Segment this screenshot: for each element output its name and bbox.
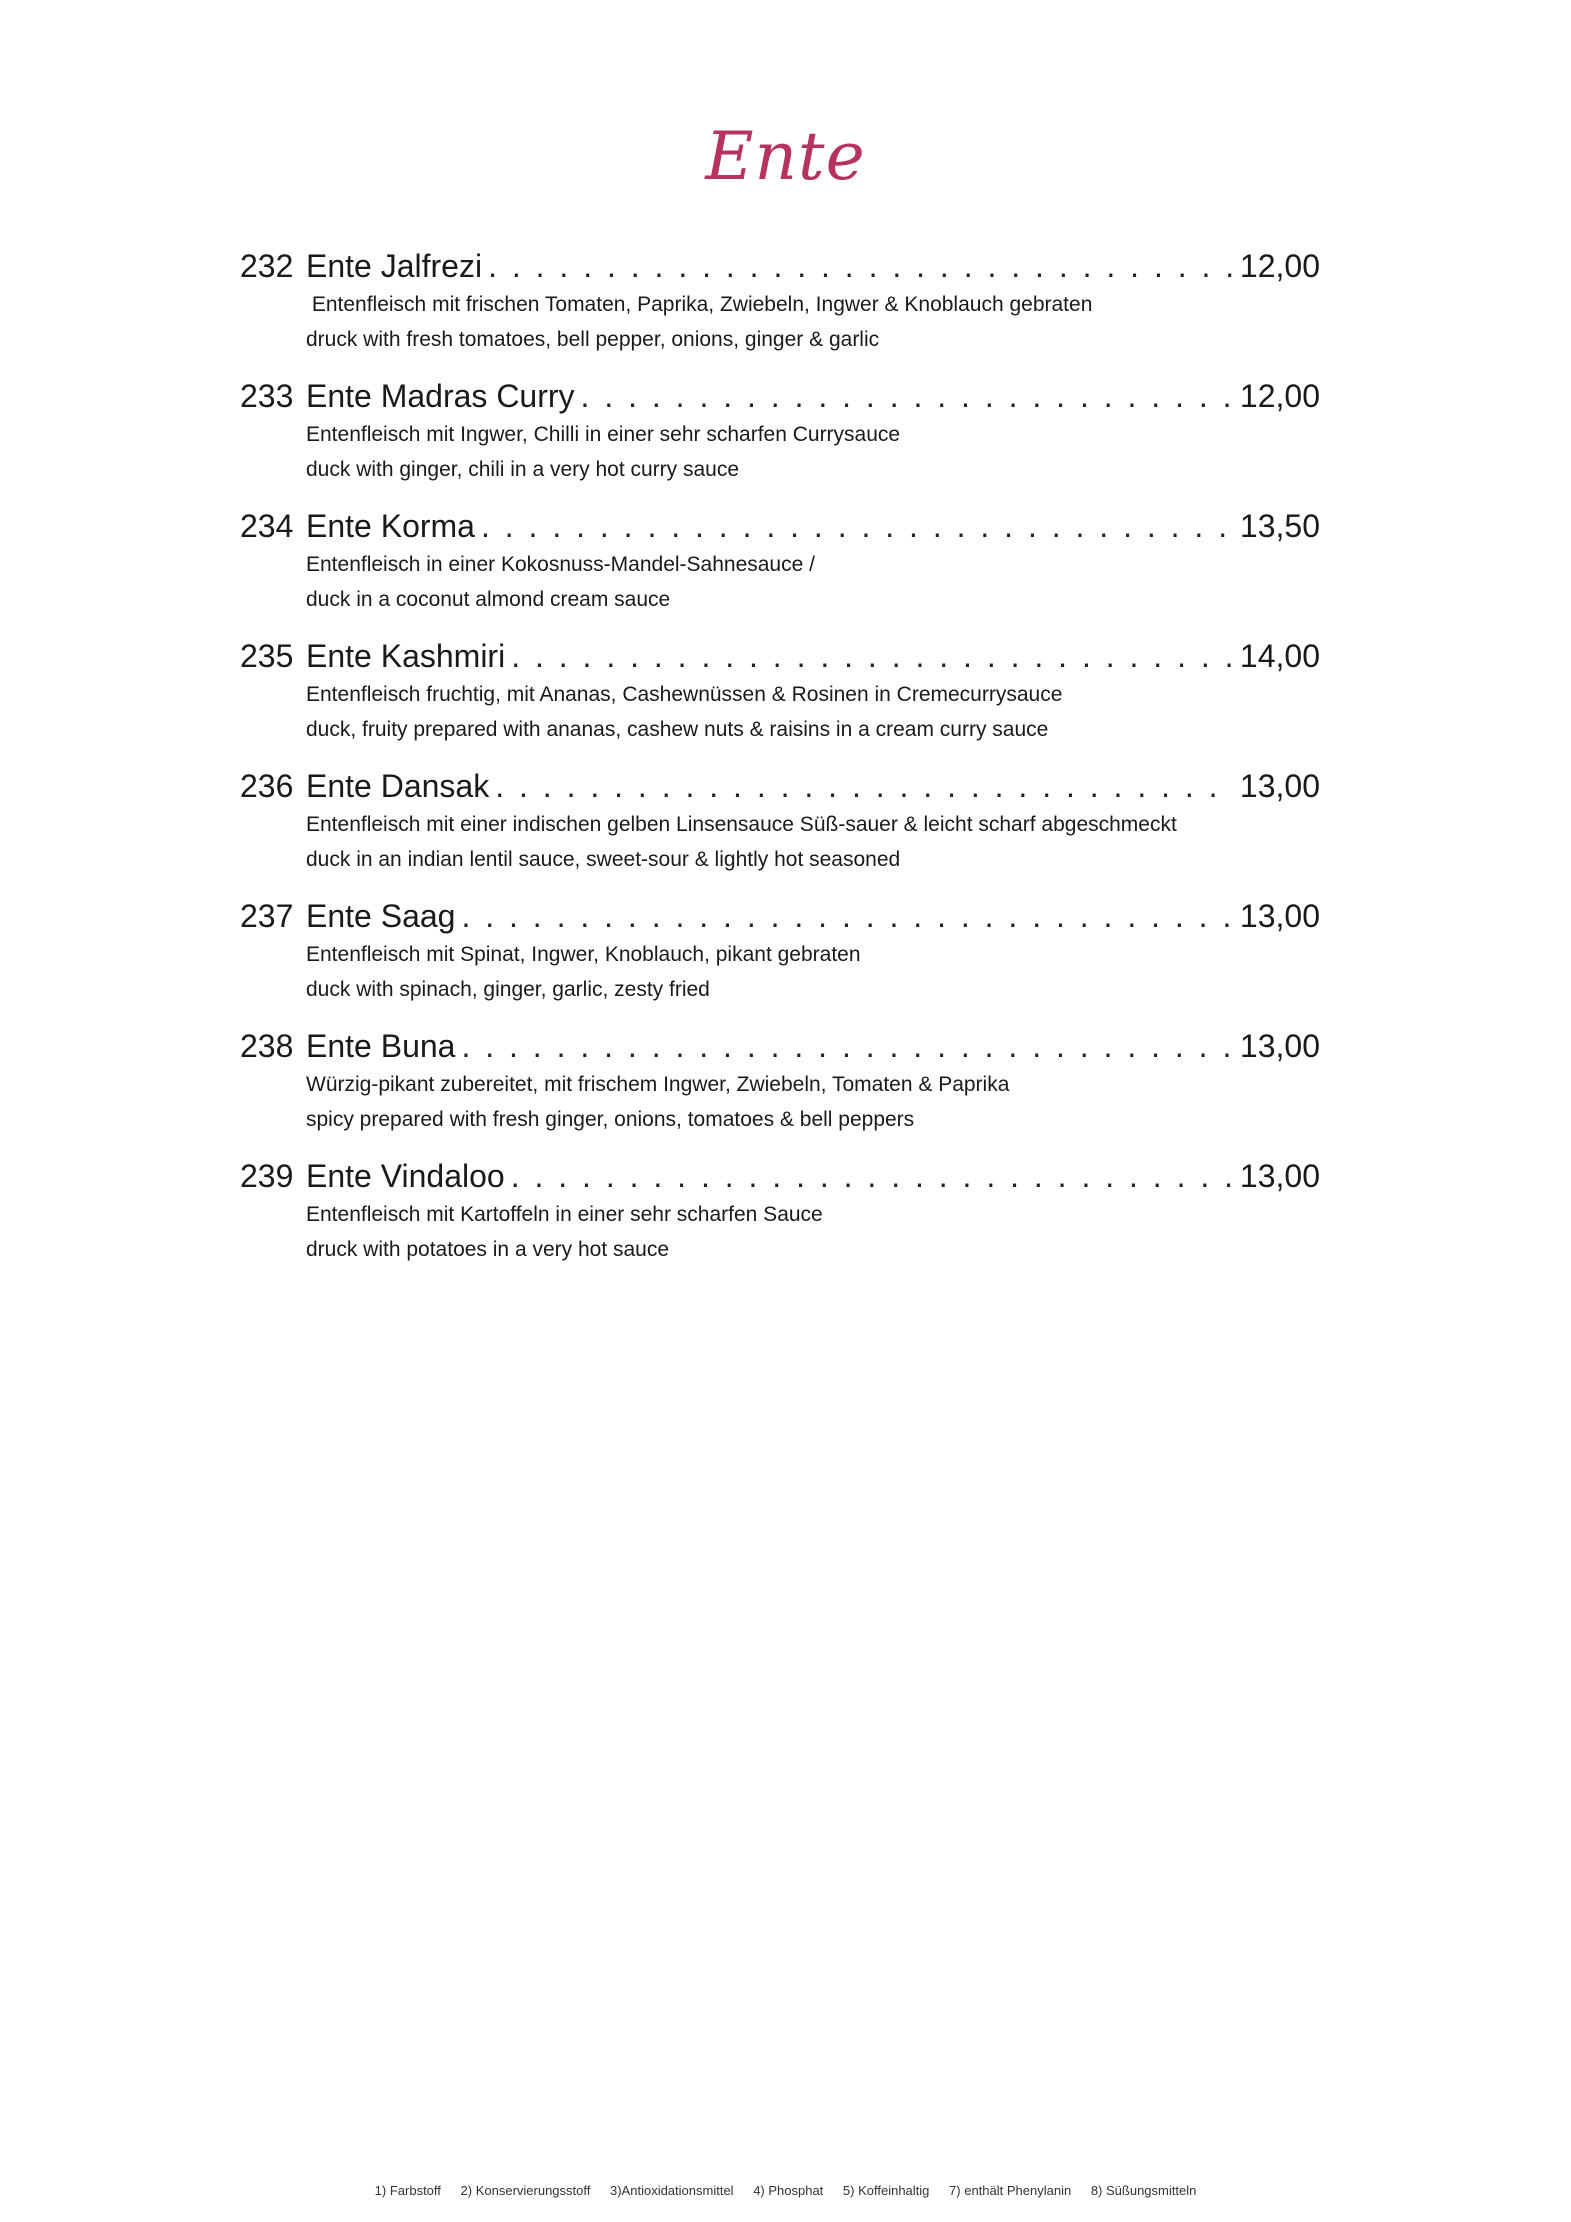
item-name: Ente Jalfrezi [306, 248, 483, 284]
footnote: 7) enthält Phenylanin [949, 2183, 1072, 2198]
item-description-en: duck in a coconut almond cream sauce [306, 588, 671, 611]
menu-item-header [240, 765, 1320, 807]
item-price: 12,00 [1239, 378, 1320, 414]
item-description-de: Entenfleisch mit Ingwer, Chilli in einer sehr scharfen Currysauce [306, 423, 901, 446]
item-number: 238 [240, 1028, 294, 1064]
item-price: 13,00 [1239, 768, 1320, 804]
menu-item-header [240, 635, 1320, 677]
item-price: 13,50 [1239, 508, 1320, 544]
menu-item-header [240, 1155, 1320, 1197]
item-description-de: Entenfleisch in einer Kokosnuss-Mandel-Sahnesauce / [306, 553, 815, 576]
dot-leader [461, 1025, 1233, 1067]
item-description-de: Entenfleisch mit Kartoffeln in einer sehr scharfen Sauce [306, 1203, 823, 1226]
item-description-en: duck with ginger, chili in a very hot curry sauce [306, 458, 740, 481]
item-name: Ente Saag [306, 898, 456, 934]
menu-item [240, 1155, 1320, 1285]
dot-leader [488, 245, 1234, 287]
menu-list [240, 245, 1320, 1285]
item-price: 14,00 [1239, 638, 1320, 674]
footnote: 1) Farbstoff [374, 2183, 441, 2198]
dot-leader [461, 895, 1233, 937]
item-description-en: duck, fruity prepared with ananas, cashew nuts & raisins in a cream curry sauce [306, 718, 1049, 741]
menu-item [240, 375, 1320, 505]
menu-item [240, 895, 1320, 1025]
item-description-en: duck with spinach, ginger, garlic, zesty fried [306, 978, 710, 1001]
menu-item-header [240, 895, 1320, 937]
dot-leader [581, 375, 1234, 417]
menu-item [240, 505, 1320, 635]
item-number: 232 [240, 248, 294, 284]
menu-item-header [240, 505, 1320, 547]
item-number: 239 [240, 1158, 294, 1194]
item-description-en: druck with potatoes in a very hot sauce [306, 1238, 670, 1261]
item-number: 237 [240, 898, 294, 934]
item-price: 13,00 [1239, 1028, 1320, 1064]
dot-leader [495, 765, 1234, 807]
item-price: 12,00 [1239, 248, 1320, 284]
item-number: 233 [240, 378, 294, 414]
item-name: Ente Kashmiri [306, 638, 506, 674]
item-number: 236 [240, 768, 294, 804]
item-description-en: duck in an indian lentil sauce, sweet-sour & lightly hot seasoned [306, 848, 901, 871]
item-description-de: Würzig-pikant zubereitet, mit frischem Ingwer, Zwiebeln, Tomaten & Paprika [306, 1073, 1010, 1096]
item-number: 235 [240, 638, 294, 674]
item-price: 13,00 [1239, 1158, 1320, 1194]
menu-item [240, 1025, 1320, 1155]
dot-leader [511, 635, 1234, 677]
item-number: 234 [240, 508, 294, 544]
item-description-de: Entenfleisch mit frischen Tomaten, Paprika, Zwiebeln, Ingwer & Knoblauch gebraten [306, 293, 1093, 316]
item-description-en: druck with fresh tomatoes, bell pepper, onions, ginger & garlic [306, 328, 880, 351]
item-description-en: spicy prepared with fresh ginger, onions, tomatoes & bell peppers [306, 1108, 915, 1131]
footnote: 2) Konservierungsstoff [460, 2183, 591, 2198]
item-description-de: Entenfleisch mit einer indischen gelben Linsensauce Süß-sauer & leicht scharf abgeschmeckt [306, 813, 1177, 836]
footnote: 8) Süßungsmitteln [1090, 2183, 1197, 2198]
item-name: Ente Madras Curry [306, 378, 575, 414]
menu-item-header [240, 1025, 1320, 1067]
menu-item [240, 245, 1320, 375]
dot-leader [481, 505, 1234, 547]
item-name: Ente Korma [306, 508, 475, 544]
item-description-de: Entenfleisch mit Spinat, Ingwer, Knoblauch, pikant gebraten [306, 943, 861, 966]
item-name: Ente Dansak [306, 768, 490, 804]
menu-item-header [240, 375, 1320, 417]
item-name: Ente Vindaloo [306, 1158, 505, 1194]
menu-item [240, 635, 1320, 765]
menu-item [240, 765, 1320, 895]
dot-leader [511, 1155, 1234, 1197]
allergen-footnotes [0, 2183, 1571, 2198]
footnote: 5) Koffeinhaltig [842, 2183, 930, 2198]
menu-item-header [240, 245, 1320, 287]
footnote: 4) Phosphat [753, 2183, 824, 2198]
item-name: Ente Buna [306, 1028, 456, 1064]
item-price: 13,00 [1239, 898, 1320, 934]
footnote: 3)Antioxidationsmittel [610, 2183, 734, 2198]
item-description-de: Entenfleisch fruchtig, mit Ananas, Cashewnüssen & Rosinen in Cremecurrysauce [306, 683, 1063, 706]
page-title: Ente [705, 118, 866, 195]
